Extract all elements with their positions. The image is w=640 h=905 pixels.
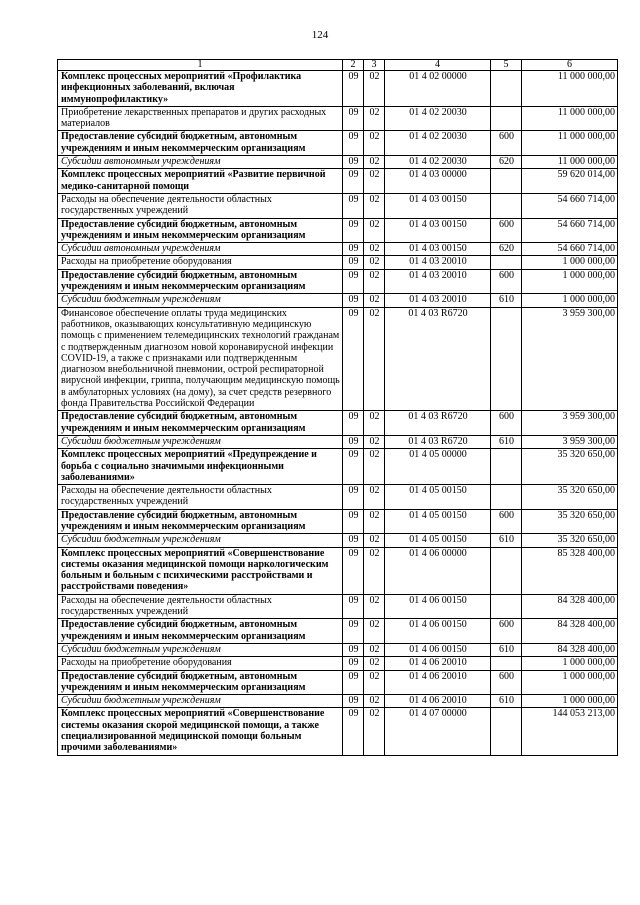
section-cell: 09 <box>343 106 364 131</box>
row-name-cell: Расходы на приобретение оборудования <box>58 657 343 670</box>
table-row <box>58 670 618 695</box>
row-name-cell: Субсидии бюджетным учреждениям <box>58 534 343 547</box>
expense-kind-cell <box>491 547 522 594</box>
amount-cell: 11 000 000,00 <box>522 106 618 131</box>
row-name-cell: Комплекс процессных мероприятий «Совершенствование системы оказания медицинской помощи наркологическим больным и больным с психическими расстройствами и расстройствами поведения» <box>58 547 343 594</box>
expense-kind-cell: 610 <box>491 294 522 307</box>
target-code-cell: 01 4 03 20010 <box>385 294 491 307</box>
section-cell: 09 <box>343 156 364 169</box>
section-cell: 09 <box>343 71 364 107</box>
row-name-cell: Предоставление субсидий бюджетным, автономным учреждениям и иным некоммерческим организациям <box>58 509 343 534</box>
row-name-cell: Субсидии бюджетным учреждениям <box>58 643 343 656</box>
expense-kind-cell: 610 <box>491 695 522 708</box>
amount-cell: 54 660 714,00 <box>522 218 618 243</box>
target-code-cell: 01 4 02 20030 <box>385 106 491 131</box>
row-name-cell: Предоставление субсидий бюджетным, автономным учреждениям и иным некоммерческим организациям <box>58 218 343 243</box>
expense-kind-cell <box>491 307 522 411</box>
amount-cell: 11 000 000,00 <box>522 71 618 107</box>
subsection-cell: 02 <box>364 156 385 169</box>
section-cell: 09 <box>343 643 364 656</box>
section-cell: 09 <box>343 547 364 594</box>
amount-cell: 3 959 300,00 <box>522 411 618 436</box>
amount-cell: 11 000 000,00 <box>522 156 618 169</box>
amount-cell: 1 000 000,00 <box>522 294 618 307</box>
expense-kind-cell: 600 <box>491 411 522 436</box>
amount-cell: 11 000 000,00 <box>522 131 618 156</box>
table-row <box>58 106 618 131</box>
subsection-cell: 02 <box>364 294 385 307</box>
section-cell: 09 <box>343 307 364 411</box>
subsection-cell: 02 <box>364 256 385 269</box>
table-row <box>58 547 618 594</box>
section-cell: 09 <box>343 269 364 294</box>
subsection-cell: 02 <box>364 269 385 294</box>
target-code-cell: 01 4 02 20030 <box>385 131 491 156</box>
target-code-cell: 01 4 06 00150 <box>385 594 491 619</box>
amount-cell: 84 328 400,00 <box>522 643 618 656</box>
expense-kind-cell: 600 <box>491 509 522 534</box>
header-cell: 2 <box>343 60 364 71</box>
section-cell: 09 <box>343 131 364 156</box>
subsection-cell: 02 <box>364 643 385 656</box>
expense-kind-cell <box>491 71 522 107</box>
row-name-cell: Расходы на приобретение оборудования <box>58 256 343 269</box>
row-name-cell: Субсидии бюджетным учреждениям <box>58 695 343 708</box>
target-code-cell: 01 4 03 00150 <box>385 193 491 218</box>
table-row <box>58 169 618 194</box>
amount-cell: 35 320 650,00 <box>522 485 618 510</box>
subsection-cell: 02 <box>364 670 385 695</box>
target-code-cell: 01 4 03 00150 <box>385 243 491 256</box>
target-code-cell: 01 4 02 20030 <box>385 156 491 169</box>
table-row <box>58 435 618 448</box>
expense-kind-cell: 600 <box>491 269 522 294</box>
table-row <box>58 485 618 510</box>
amount-cell: 1 000 000,00 <box>522 269 618 294</box>
target-code-cell: 01 4 03 00150 <box>385 218 491 243</box>
expense-kind-cell <box>491 106 522 131</box>
subsection-cell: 02 <box>364 509 385 534</box>
amount-cell: 3 959 300,00 <box>522 307 618 411</box>
row-name-cell: Расходы на обеспечение деятельности областных государственных учреждений <box>58 594 343 619</box>
target-code-cell: 01 4 06 00000 <box>385 547 491 594</box>
amount-cell: 1 000 000,00 <box>522 256 618 269</box>
section-cell: 09 <box>343 435 364 448</box>
target-code-cell: 01 4 07 00000 <box>385 708 491 755</box>
table-row <box>58 619 618 644</box>
section-cell: 09 <box>343 534 364 547</box>
expense-kind-cell: 600 <box>491 131 522 156</box>
section-cell: 09 <box>343 695 364 708</box>
header-cell: 6 <box>522 60 618 71</box>
amount-cell: 3 959 300,00 <box>522 435 618 448</box>
subsection-cell: 02 <box>364 106 385 131</box>
section-cell: 09 <box>343 411 364 436</box>
target-code-cell: 01 4 05 00150 <box>385 485 491 510</box>
row-name-cell: Расходы на обеспечение деятельности областных государственных учреждений <box>58 485 343 510</box>
table-row <box>58 218 618 243</box>
row-name-cell: Приобретение лекарственных препаратов и других расходных материалов <box>58 106 343 131</box>
expense-kind-cell <box>491 594 522 619</box>
table-row <box>58 657 618 670</box>
table-row <box>58 509 618 534</box>
expense-kind-cell <box>491 193 522 218</box>
expense-kind-cell: 610 <box>491 643 522 656</box>
target-code-cell: 01 4 02 00000 <box>385 71 491 107</box>
header-cell: 1 <box>58 60 343 71</box>
expense-kind-cell <box>491 256 522 269</box>
expense-kind-cell: 600 <box>491 619 522 644</box>
table-row <box>58 411 618 436</box>
subsection-cell: 02 <box>364 485 385 510</box>
amount-cell: 144 053 213,00 <box>522 708 618 755</box>
table-row <box>58 269 618 294</box>
target-code-cell: 01 4 05 00150 <box>385 509 491 534</box>
section-cell: 09 <box>343 218 364 243</box>
expense-kind-cell: 600 <box>491 670 522 695</box>
row-name-cell: Предоставление субсидий бюджетным, автономным учреждениям и иным некоммерческим организациям <box>58 411 343 436</box>
subsection-cell: 02 <box>364 449 385 485</box>
header-row <box>58 60 618 71</box>
section-cell: 09 <box>343 294 364 307</box>
budget-table <box>57 59 618 756</box>
amount-cell: 54 660 714,00 <box>522 193 618 218</box>
section-cell: 09 <box>343 670 364 695</box>
section-cell: 09 <box>343 657 364 670</box>
expense-kind-cell <box>491 657 522 670</box>
amount-cell: 35 320 650,00 <box>522 534 618 547</box>
expense-kind-cell: 600 <box>491 218 522 243</box>
table-row <box>58 695 618 708</box>
subsection-cell: 02 <box>364 169 385 194</box>
row-name-cell: Субсидии автономным учреждениям <box>58 243 343 256</box>
row-name-cell: Комплекс процессных мероприятий «Профилактика инфекционных заболеваний, включая иммунопрофилактику» <box>58 71 343 107</box>
section-cell: 09 <box>343 619 364 644</box>
subsection-cell: 02 <box>364 307 385 411</box>
target-code-cell: 01 4 03 R6720 <box>385 411 491 436</box>
subsection-cell: 02 <box>364 695 385 708</box>
section-cell: 09 <box>343 485 364 510</box>
row-name-cell: Предоставление субсидий бюджетным, автономным учреждениям и иным некоммерческим организациям <box>58 619 343 644</box>
target-code-cell: 01 4 06 20010 <box>385 695 491 708</box>
subsection-cell: 02 <box>364 708 385 755</box>
row-name-cell: Субсидии бюджетным учреждениям <box>58 435 343 448</box>
amount-cell: 1 000 000,00 <box>522 657 618 670</box>
expense-kind-cell <box>491 485 522 510</box>
subsection-cell: 02 <box>364 547 385 594</box>
row-name-cell: Субсидии бюджетным учреждениям <box>58 294 343 307</box>
row-name-cell: Комплекс процессных мероприятий «Совершенствование системы оказания скорой медицинской помощи, а также специализированной медицинской помощи больным прочими заболеваниями» <box>58 708 343 755</box>
subsection-cell: 02 <box>364 193 385 218</box>
target-code-cell: 01 4 03 R6720 <box>385 435 491 448</box>
row-name-cell: Предоставление субсидий бюджетным, автономным учреждениям и иным некоммерческим организациям <box>58 269 343 294</box>
amount-cell: 1 000 000,00 <box>522 695 618 708</box>
table-row <box>58 534 618 547</box>
target-code-cell: 01 4 06 00150 <box>385 643 491 656</box>
expense-kind-cell: 610 <box>491 435 522 448</box>
table-row <box>58 131 618 156</box>
table-body <box>58 71 618 756</box>
expense-kind-cell: 620 <box>491 243 522 256</box>
section-cell: 09 <box>343 256 364 269</box>
target-code-cell: 01 4 06 00150 <box>385 619 491 644</box>
target-code-cell: 01 4 03 20010 <box>385 269 491 294</box>
expense-kind-cell <box>491 169 522 194</box>
table-row <box>58 156 618 169</box>
table-row <box>58 449 618 485</box>
table-row <box>58 193 618 218</box>
table-row <box>58 294 618 307</box>
section-cell: 09 <box>343 169 364 194</box>
row-name-cell: Предоставление субсидий бюджетным, автономным учреждениям и иным некоммерческим организациям <box>58 670 343 695</box>
amount-cell: 84 328 400,00 <box>522 619 618 644</box>
row-name-cell: Комплекс процессных мероприятий «Развитие первичной медико-санитарной помощи <box>58 169 343 194</box>
expense-kind-cell <box>491 449 522 485</box>
target-code-cell: 01 4 06 20010 <box>385 670 491 695</box>
subsection-cell: 02 <box>364 657 385 670</box>
amount-cell: 59 620 014,00 <box>522 169 618 194</box>
header-cell: 5 <box>491 60 522 71</box>
row-name-cell: Комплекс процессных мероприятий «Предупреждение и борьба с социально значимыми инфекционными заболеваниями» <box>58 449 343 485</box>
section-cell: 09 <box>343 193 364 218</box>
target-code-cell: 01 4 03 R6720 <box>385 307 491 411</box>
subsection-cell: 02 <box>364 534 385 547</box>
section-cell: 09 <box>343 509 364 534</box>
page-number: 124 <box>311 29 329 41</box>
table-row <box>58 256 618 269</box>
table-row <box>58 243 618 256</box>
amount-cell: 1 000 000,00 <box>522 670 618 695</box>
row-name-cell: Предоставление субсидий бюджетным, автономным учреждениям и иным некоммерческим организациям <box>58 131 343 156</box>
expense-kind-cell: 610 <box>491 534 522 547</box>
target-code-cell: 01 4 06 20010 <box>385 657 491 670</box>
amount-cell: 85 328 400,00 <box>522 547 618 594</box>
subsection-cell: 02 <box>364 131 385 156</box>
table-row <box>58 594 618 619</box>
row-name-cell: Расходы на обеспечение деятельности областных государственных учреждений <box>58 193 343 218</box>
amount-cell: 84 328 400,00 <box>522 594 618 619</box>
subsection-cell: 02 <box>364 411 385 436</box>
subsection-cell: 02 <box>364 619 385 644</box>
expense-kind-cell: 620 <box>491 156 522 169</box>
section-cell: 09 <box>343 708 364 755</box>
subsection-cell: 02 <box>364 218 385 243</box>
table-row <box>58 708 618 755</box>
target-code-cell: 01 4 03 20010 <box>385 256 491 269</box>
target-code-cell: 01 4 05 00000 <box>385 449 491 485</box>
amount-cell: 35 320 650,00 <box>522 509 618 534</box>
amount-cell: 35 320 650,00 <box>522 449 618 485</box>
target-code-cell: 01 4 05 00150 <box>385 534 491 547</box>
section-cell: 09 <box>343 594 364 619</box>
section-cell: 09 <box>343 243 364 256</box>
header-cell: 4 <box>385 60 491 71</box>
subsection-cell: 02 <box>364 243 385 256</box>
table-row <box>58 643 618 656</box>
subsection-cell: 02 <box>364 594 385 619</box>
section-cell: 09 <box>343 449 364 485</box>
header-cell: 3 <box>364 60 385 71</box>
table-row <box>58 307 618 411</box>
table-row <box>58 71 618 107</box>
subsection-cell: 02 <box>364 71 385 107</box>
row-name-cell: Финансовое обеспечение оплаты труда медицинских работников, оказывающих консультативную медицинскую помощь с применением телемедицинских технологий гражданам с подтвержденным диагнозом новой коронавирусной инфекции COVID-19, а также с признаками или подтвержденным диагнозом внебольничной пневмонии, острой респираторной вирусной инфекции, гриппа, получающим медицинскую помощь в амбулаторных условиях (на дому), за счет средств резервного фонда Правительства Российской Федерации <box>58 307 343 411</box>
row-name-cell: Субсидии автономным учреждениям <box>58 156 343 169</box>
subsection-cell: 02 <box>364 435 385 448</box>
expense-kind-cell <box>491 708 522 755</box>
amount-cell: 54 660 714,00 <box>522 243 618 256</box>
target-code-cell: 01 4 03 00000 <box>385 169 491 194</box>
